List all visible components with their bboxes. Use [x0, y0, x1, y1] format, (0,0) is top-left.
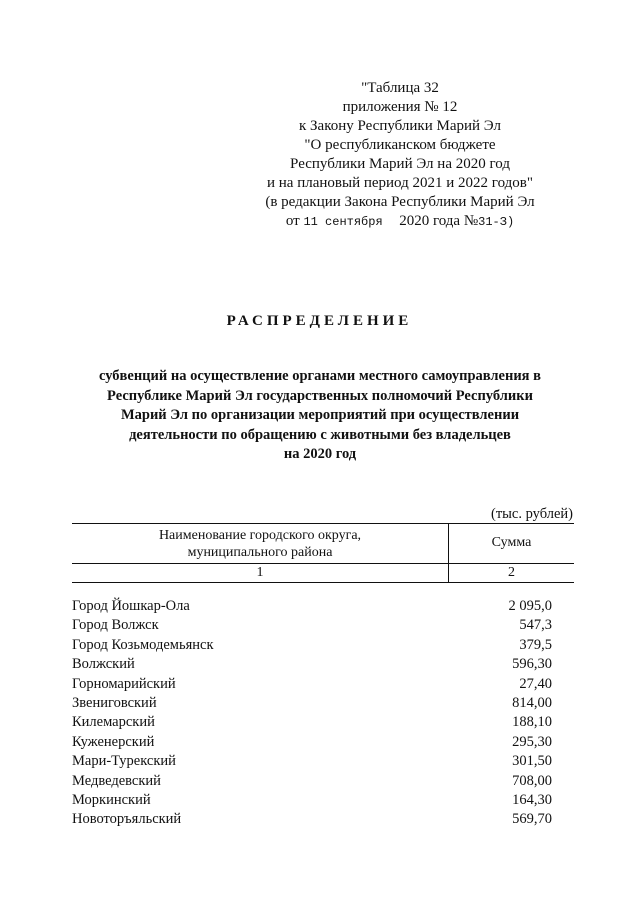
row-name: Моркинский [72, 791, 151, 808]
subtitle-line: деятельности по обращению с животными без владельцев [129, 426, 511, 443]
header-line: приложения № 12 [342, 99, 458, 115]
row-value: 569,70 [512, 811, 552, 828]
table-row [72, 597, 552, 616]
row-name: Волжский [72, 656, 135, 673]
header-line: Республики Марий Эл на 2020 год [290, 156, 510, 172]
row-name: Горномарийский [72, 675, 176, 692]
table-row [72, 655, 552, 674]
subtitle-line: Республике Марий Эл государственных полномочий Республики [107, 387, 533, 404]
column-header-name-line: муниципального района [187, 545, 333, 560]
table-body [72, 597, 552, 830]
typed-law-number: 31-З) [478, 215, 515, 229]
table-row [72, 616, 552, 635]
row-name: Куженерский [72, 733, 155, 750]
header-line: (в редакции Закона Республики Марий Эл [265, 194, 535, 210]
table-row [72, 713, 552, 732]
header-line: и на плановый период 2021 и 2022 годов" [267, 175, 533, 191]
row-value: 188,10 [512, 714, 552, 731]
year-text: 2020 года № [399, 213, 479, 229]
table-row [72, 791, 552, 810]
table-row [72, 810, 552, 829]
header-line: "Таблица 32 [361, 80, 439, 96]
row-name: Звениговский [72, 694, 157, 711]
table-row [72, 636, 552, 655]
row-name: Город Йошкар-Ола [72, 598, 190, 614]
row-value: 301,50 [512, 753, 552, 770]
date-prefix: от [285, 213, 300, 229]
column-header-sum: Сумма [491, 535, 532, 550]
row-value: 547,3 [519, 617, 552, 634]
row-value: 814,00 [512, 694, 552, 711]
row-name: Медведевский [72, 772, 161, 789]
row-name: Город Волжск [72, 617, 159, 634]
row-value: 2 095,0 [508, 598, 552, 614]
table-header [72, 523, 574, 583]
table-row [72, 694, 552, 713]
row-name: Новоторъяльский [72, 811, 182, 828]
header-line: "О республиканском бюджете [304, 137, 496, 153]
row-value: 708,00 [512, 772, 552, 789]
row-value: 164,30 [512, 791, 552, 808]
column-header-name [72, 527, 448, 561]
subtitle-line: на 2020 год [283, 446, 357, 462]
row-value: 379,5 [519, 636, 552, 653]
table-row [72, 733, 552, 752]
document-header [240, 79, 560, 232]
page-title: РАСПРЕДЕЛЕНИЕ [226, 313, 413, 329]
table-row [72, 772, 552, 791]
row-value: 27,40 [519, 675, 552, 692]
row-name: Мари-Турекский [72, 753, 176, 770]
row-name: Килемарский [72, 714, 155, 731]
units-label: (тыс. рублей) [491, 506, 573, 522]
typed-date: 11 сентября [303, 215, 383, 229]
header-date-line [240, 212, 560, 232]
column-number-2: 2 [508, 565, 515, 580]
row-value: 596,30 [512, 656, 552, 673]
table-row [72, 675, 552, 694]
column-number-1: 1 [256, 565, 264, 580]
row-value: 295,30 [512, 733, 552, 750]
table-row [72, 752, 552, 771]
header-line: к Закону Республики Марий Эл [298, 118, 501, 134]
row-name: Город Козьмодемьянск [72, 636, 214, 653]
subtitle-line: субвенций на осуществление органами местного самоуправления в [99, 368, 541, 384]
column-header-name-line: Наименование городского округа, [158, 528, 362, 543]
subtitle-line: Марий Эл по организации мероприятий при осуществлении [120, 407, 520, 423]
page-subtitle [80, 367, 560, 465]
header-row-divider [72, 563, 574, 564]
